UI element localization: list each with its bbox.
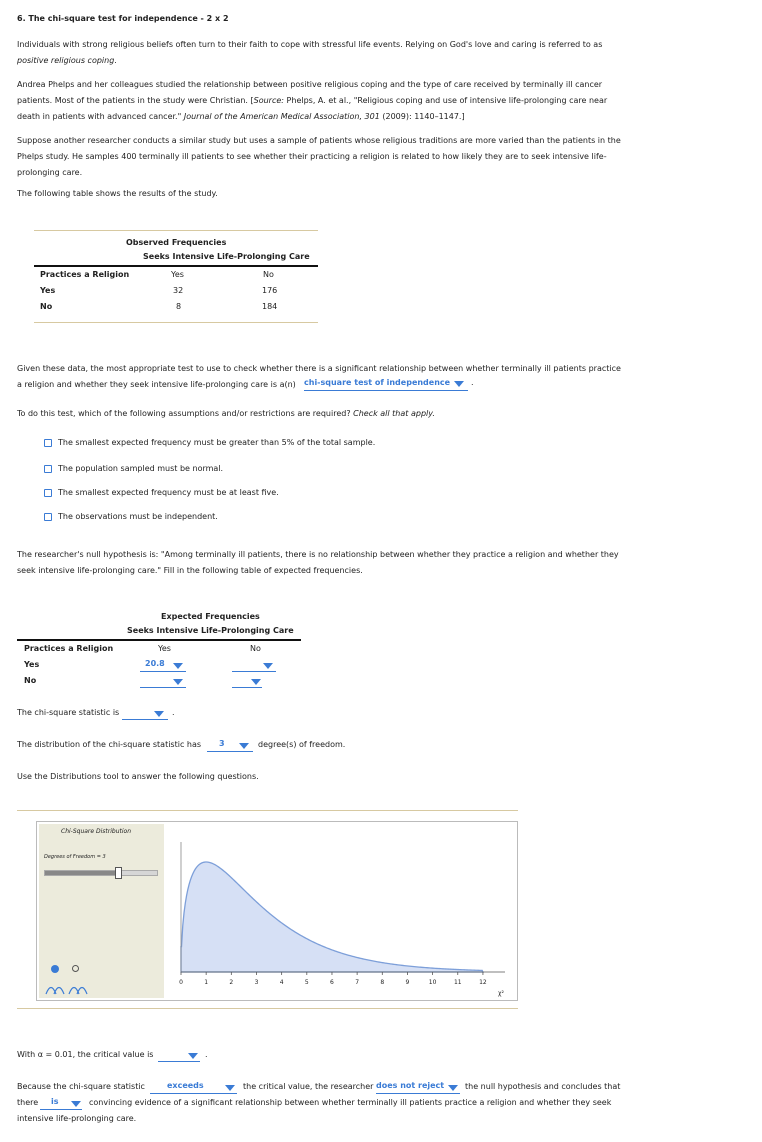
q1-line: a religion and whether they seek intensive life-prolonging care is a(n)	[17, 380, 296, 389]
conclusion-compare-value: exceeds	[167, 1081, 204, 1090]
tool-title: Chi-Square Distribution	[61, 828, 131, 835]
dof-slider-fill	[45, 871, 117, 875]
x-axis-label: χ²	[498, 990, 504, 997]
expected-row-header: Practices a Religion	[24, 644, 114, 653]
dof-label: The distribution of the chi-square statistic has	[17, 740, 202, 749]
conclusion-compare-dropdown[interactable]	[150, 1081, 237, 1094]
checkbox-population-normal[interactable]	[44, 465, 52, 473]
intro-text: Phelps study. He samples 400 terminally ill patients to see whether their practicing a religion is related to how likely they are to seek intensive life-	[17, 152, 607, 161]
table-top-rule	[34, 230, 318, 231]
option-label: The population sampled must be normal.	[58, 464, 224, 473]
observed-cell: 32	[173, 286, 184, 295]
q2-prompt-text: To do this test, which of the following assumptions and/or restrictions are required?	[17, 409, 351, 418]
conclusion-text-b: the critical value, the researcher	[243, 1082, 374, 1091]
option-label: The smallest expected frequency must be at least five.	[58, 488, 279, 497]
expected-no-yes-dropdown[interactable]	[140, 675, 186, 688]
chevron-down-icon	[263, 663, 273, 669]
x-tick-label: 11	[453, 979, 462, 986]
x-tick-label: 7	[355, 979, 360, 986]
conclusion-text-e: convincing evidence of a significant relationship between whether terminally ill patients practice a religion and whether they seek	[89, 1098, 612, 1107]
table-header-rule	[34, 265, 318, 267]
intro-text: Andrea Phelps and her colleagues studied the relationship between positive religious coping and the type of care received by terminally ill cancer	[17, 80, 603, 89]
tool-intro: Use the Distributions tool to answer the following questions.	[17, 772, 259, 781]
option-label: The observations must be independent.	[58, 512, 218, 521]
expected-yes-no-dropdown[interactable]	[232, 659, 276, 672]
expected-no-no-dropdown[interactable]	[232, 675, 262, 688]
chi-square-plot	[165, 822, 515, 998]
dof-label-after: degree(s) of freedom.	[258, 740, 346, 749]
tool-bottom-rule	[17, 1008, 518, 1009]
chevron-down-icon	[251, 679, 261, 685]
x-tick-label: 6	[330, 979, 334, 986]
chevron-down-icon	[225, 1085, 235, 1091]
q1-line: Given these data, the most appropriate test to use to check whether there is a significant relationship between whether terminally ill patients practice	[17, 364, 621, 373]
intro-text: (2009): 1140–1147.]	[379, 112, 465, 121]
observed-cell: 176	[262, 286, 278, 295]
observed-col-no: No	[263, 270, 274, 279]
chi-stat-end: .	[172, 708, 175, 717]
intro-text: Individuals with strong religious beliefs often turn to their faith to cope with stressful life events. Relying on God's love and caring is referred to as	[17, 40, 603, 49]
dof-slider-label: Degrees of Freedom = 3	[44, 854, 106, 860]
tool-top-rule	[17, 810, 518, 811]
tool-controls-panel	[39, 824, 164, 998]
conclusion-evidence-value: is	[51, 1097, 59, 1106]
intro-text: .	[114, 56, 117, 65]
critical-end: .	[205, 1050, 208, 1059]
intro-paragraph-3	[17, 133, 627, 181]
expected-col-no: No	[250, 644, 261, 653]
q3-line: seek intensive life-prolonging care." Fill in the following table of expected frequencies.	[17, 566, 363, 575]
intro-text: death in patients with advanced cancer."	[17, 112, 184, 121]
chevron-down-icon	[239, 743, 249, 749]
expected-yes-yes-dropdown[interactable]	[140, 659, 186, 672]
observed-title: Observed Frequencies	[126, 238, 227, 247]
distributions-tool	[36, 821, 518, 1001]
conclusion-text-f: intensive life-prolonging care.	[17, 1114, 137, 1123]
observed-col-yes: Yes	[171, 270, 184, 279]
dof-value: 3	[219, 739, 225, 748]
x-tick-label: 2	[229, 979, 234, 986]
x-ticks	[179, 972, 487, 986]
q3-text	[17, 547, 637, 579]
critical-label: With α = 0.01, the critical value is	[17, 1050, 154, 1059]
expected-yes-yes-value: 20.8	[145, 659, 165, 668]
chevron-down-icon	[454, 381, 464, 387]
intro-term: positive religious coping	[17, 56, 115, 65]
table-header-rule	[17, 639, 301, 641]
expected-title: Expected Frequencies	[161, 612, 260, 621]
expected-row-label: No	[24, 676, 37, 685]
x-tick-label: 9	[405, 979, 410, 986]
observed-row-label: No	[40, 302, 53, 311]
x-tick-label: 5	[304, 979, 309, 986]
test-type-value: chi-square test of independence	[304, 378, 451, 387]
chevron-down-icon	[173, 663, 183, 669]
conclusion-evidence-dropdown[interactable]	[40, 1097, 82, 1110]
x-tick-label: 1	[204, 979, 209, 986]
chevron-down-icon	[188, 1053, 198, 1059]
mode-radio-selected[interactable]	[51, 965, 59, 973]
x-tick-label: 3	[254, 979, 259, 986]
question-title: 6. The chi-square test for independence - 2 x 2	[17, 14, 229, 23]
checkbox-independent[interactable]	[44, 513, 52, 521]
expected-col-yes: Yes	[158, 644, 171, 653]
chevron-down-icon	[71, 1101, 81, 1107]
tail-tool-icons[interactable]	[45, 980, 89, 996]
x-tick-label: 0	[179, 979, 183, 986]
conclusion-text-d: there	[17, 1098, 39, 1107]
chevron-down-icon	[154, 711, 164, 717]
dof-dropdown[interactable]	[207, 739, 253, 752]
chi-stat-label: The chi-square statistic is	[17, 708, 120, 717]
intro-text: Phelps, A. et al., "Religious coping and use of intensive life-prolonging care near	[284, 96, 608, 105]
option-label: The smallest expected frequency must be greater than 5% of the total sample.	[58, 438, 376, 447]
intro-paragraph-1	[17, 37, 627, 69]
observed-cell: 8	[176, 302, 182, 311]
critical-dropdown[interactable]	[158, 1049, 200, 1062]
intro-text: prolonging care.	[17, 168, 83, 177]
x-tick-label: 4	[279, 979, 284, 986]
table-bottom-rule	[34, 322, 318, 323]
dof-slider-handle[interactable]	[115, 867, 122, 879]
conclusion-text-a: Because the chi-square statistic	[17, 1082, 145, 1091]
intro-text: Suppose another researcher conducts a similar study but uses a sample of patients whose religious traditions are more varied than the patients in the	[17, 136, 621, 145]
intro-paragraph-4: The following table shows the results of the study.	[17, 189, 218, 198]
expected-subtitle: Seeks Intensive Life-Prolonging Care	[127, 626, 294, 635]
chi-stat-dropdown[interactable]	[122, 707, 168, 720]
intro-paragraph-2	[17, 77, 627, 125]
conclusion-text-c: the null hypothesis and concludes that	[465, 1082, 621, 1091]
intro-text: patients. Most of the patients in the study were Christian. [	[17, 96, 254, 105]
checkbox-smallest-5pct[interactable]	[44, 439, 52, 447]
chevron-down-icon	[173, 679, 183, 685]
expected-row-label: Yes	[24, 660, 40, 669]
x-tick-label: 12	[479, 979, 487, 986]
journal-name: Journal of the American Medical Association, 301	[183, 112, 380, 121]
dof-slider-track[interactable]	[44, 870, 158, 876]
mode-radio[interactable]	[72, 965, 79, 972]
q2-prompt	[17, 409, 627, 418]
x-tick-label: 10	[428, 979, 437, 986]
conclusion-decision-dropdown[interactable]	[376, 1081, 460, 1094]
observed-cell: 184	[262, 302, 278, 311]
q1-end: .	[471, 378, 474, 387]
x-tick-label: 8	[380, 979, 385, 986]
density-curve	[181, 862, 483, 972]
checkbox-smallest-five[interactable]	[44, 489, 52, 497]
conclusion-decision-value: does not reject	[376, 1081, 445, 1090]
chevron-down-icon	[448, 1085, 458, 1091]
source-label: Source:	[253, 96, 284, 105]
q2-hint: Check all that apply.	[353, 409, 435, 418]
observed-row-header: Practices a Religion	[40, 270, 130, 279]
test-type-dropdown[interactable]	[304, 378, 468, 391]
observed-row-label: Yes	[40, 286, 56, 295]
q3-line: The researcher's null hypothesis is: "Among terminally ill patients, there is no relationship between whether they practice a religion and whether they	[17, 550, 619, 559]
observed-subtitle: Seeks Intensive Life-Prolonging Care	[143, 252, 310, 261]
